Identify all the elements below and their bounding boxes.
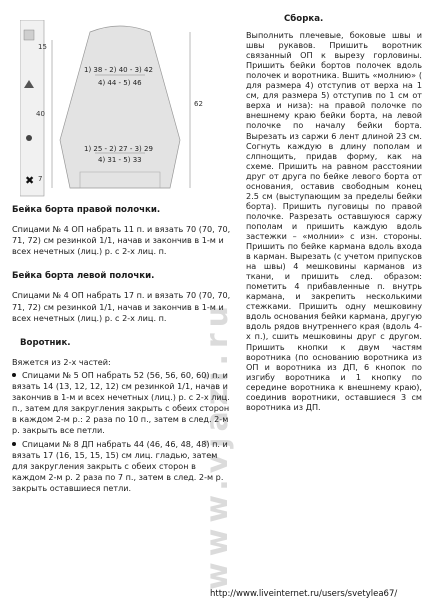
footer — [0, 585, 431, 604]
svg-text:✖: ✖ — [25, 174, 35, 187]
footer-url[interactable]: http://www.liveinternet.ru/users/svetylea67/ — [210, 589, 398, 599]
top-width-line-2: 4) 44 - 5) 46 — [98, 79, 142, 87]
right-column — [246, 14, 422, 412]
left-band-text: Спицами № 4 ОП набрать 17 п. и вязать 70 (70, 70, 71, 72) см резинкой 1/1, начав и закончив в 1-м и всех нечетных (лиц.) р. с 2-х лиц. п. — [12, 290, 231, 323]
right-band-heading: Бейка борта правой полочки. — [12, 205, 161, 215]
sleeve-schema — [20, 20, 220, 198]
collar-heading: Воротник. — [20, 337, 71, 348]
collar-item-1 — [12, 370, 232, 437]
assembly-text: Выполнить плечевые, боковые швы и швы рукавов. Пришить воротник связанный ОП к вырезу горловины. Пришить бейки бортов полочек вдоль полочек и воротника. Вшить «молнию» ( для размера 4) отступив от верха на 1 см, для размера 5) отступив по 1 см от верха и низа): на правой полочке по внешнему краю бейки борта, на левой полочке по началу бейки борта. Вырезать из саржи 6 лент длиной 23 см. Согнуть каждую в длину пополам и слпнощить, придав форму, как на схеме. Пришить на равном расстоянии друг от друга по бейке левого борта от основания, оставив свободным конец 2.5 см (выступающим за пределы бейки борта). Пришить пуговицы по правой полочке. Разрезать оставшуюся саржу пополам и пришить каждую вдоль застежки – «молнии» с изн. стороны. Пришить по бейке кармана вдоль входа в карман. Вырезать (с учетом припусков на швы) 4 мешковины карманов из ткани, и пришить след. образом: пометить 4 прибавленные п. внутрь кармана, и закрепить несколькими стежками. Пришить одну мешковину вдоль основания бейки кармана, другую вдоль рядов внутреннего края (вдоль 4-х п.), сшить мешковины друг с другом. Пришить кнопки к двум частям воротника (по основанию воротника из ОП и воротника из ДП, 6 кнопок по изгибу воротника и 1 кнопку по середине воротника к внешнему краю), соединив воротники, оставшиеся 3 см воротника из ДП. — [246, 30, 422, 412]
collar-item-2 — [12, 439, 232, 494]
collar-item-2-text: Спицами № 8 ДП набрать 44 (46, 46, 48, 48) п. и вязать 17 (16, 15, 15, 15) см лиц. гладью, затем для закругления закрыть с обеих сторон в каждом 2-м р. 2 раза по 7 п., затем в след. 2-м р. закрыть оставшиеся петли. — [12, 438, 228, 493]
left-column — [12, 205, 232, 494]
dim-top: 15 — [38, 43, 47, 51]
assembly-heading: Сборка. — [284, 14, 324, 24]
left-band-heading: Бейка борта левой полочки. — [12, 271, 155, 282]
bullet-icon — [12, 373, 16, 377]
right-band-text: Спицами № 4 ОП набрать 11 п. и вязать 70 (70, 70, 71, 72) см резинкой 1/1, начав и закончив в 1-м и всех нечетных (лиц.) р. с 2-х лиц. п. — [12, 224, 231, 257]
collar-item-1-text: Спицами № 5 ОП набрать 52 (56, 56, 60, 60) п. и вязать 14 (13, 12, 12, 12) см резинкой 1/1, начав и закончив в 1-м и всех нечетных (лиц.) р. с 2-х лиц. п., затем для закругления закрыть с обеих сторон в каждом 2-м р.: 2 раза по 10 п., затем в след. 2-м р. закрыть все петли. — [12, 369, 230, 436]
circle-symbol-icon — [26, 135, 32, 141]
square-symbol-icon — [24, 30, 34, 40]
dim-right: 62 — [194, 100, 203, 108]
collar-intro: Вяжется из 2-х частей: — [12, 356, 111, 367]
bottom-width-line-1: 1) 25 - 2) 27 - 3) 29 — [84, 145, 153, 153]
dim-bottom: 7 — [38, 175, 43, 183]
bottom-width-line-2: 4) 31 - 5) 33 — [98, 156, 142, 164]
bullet-icon — [12, 442, 16, 446]
top-width-line-1: 1) 38 - 2) 40 - 3) 42 — [84, 66, 153, 74]
watermark: www.vjazi.ru — [200, 300, 235, 590]
dim-middle: 40 — [36, 110, 45, 118]
sleeve-diagram — [20, 20, 240, 200]
